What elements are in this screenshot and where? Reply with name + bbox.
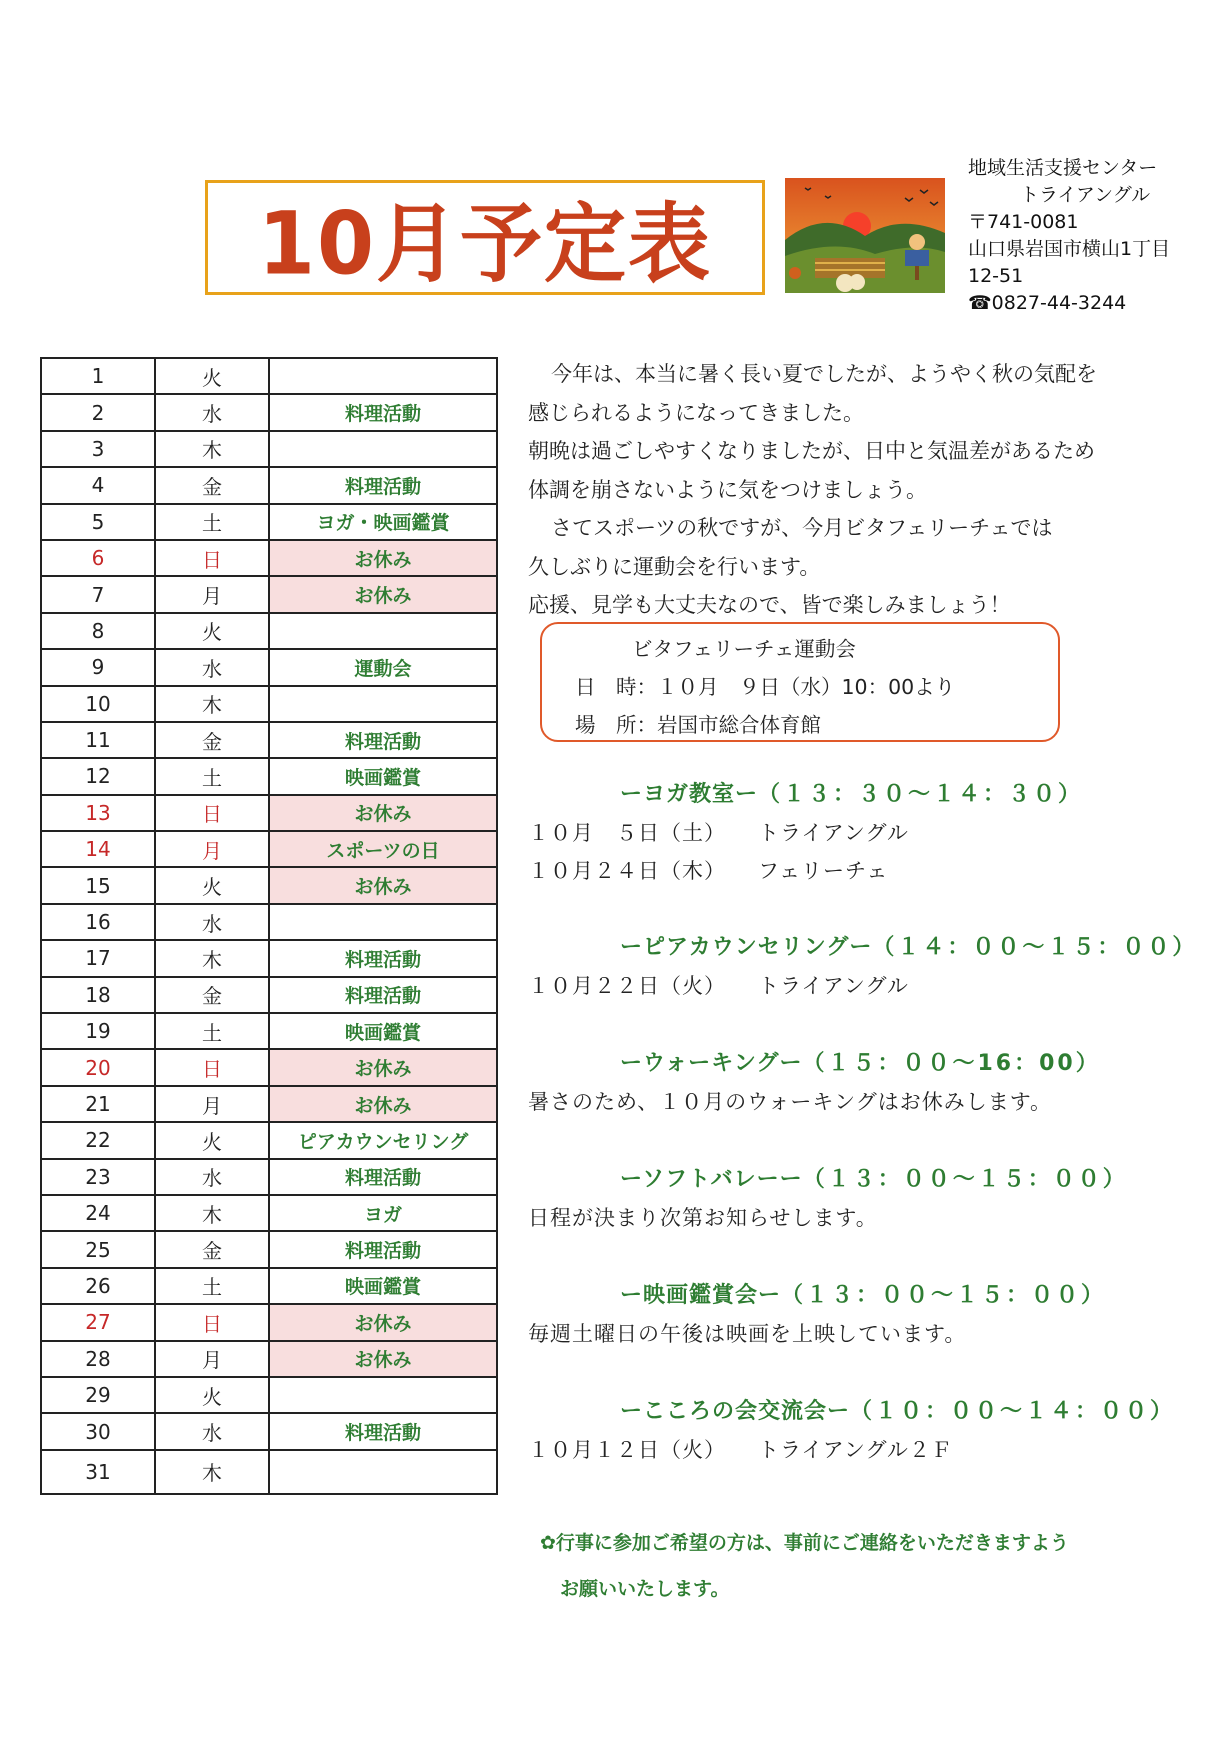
softvolley-section <box>528 1161 1208 1237</box>
calendar-row <box>41 540 497 576</box>
calendar-weekday: 日 <box>155 1049 269 1085</box>
calendar-day: 28 <box>41 1341 155 1377</box>
note-line: ✿行事に参加ご希望の方は、事前にご連絡をいただきますよう <box>540 1532 1069 1554</box>
calendar-row <box>41 795 497 831</box>
calendar-event: お休み <box>269 1049 497 1085</box>
org-postal: 〒741-0081 <box>968 211 1079 233</box>
calendar-day: 16 <box>41 904 155 940</box>
calendar-weekday: 土 <box>155 758 269 794</box>
calendar-day: 3 <box>41 431 155 467</box>
calendar-weekday: 水 <box>155 1159 269 1195</box>
calendar-row <box>41 649 497 685</box>
calendar-weekday: 木 <box>155 940 269 976</box>
calendar-row <box>41 722 497 758</box>
calendar-day: 13 <box>41 795 155 831</box>
calendar-row <box>41 940 497 976</box>
yoga-schedule-line: １０月２４日（木） フェリーチェ <box>528 859 889 883</box>
calendar-event: 料理活動 <box>269 394 497 430</box>
calendar-day: 12 <box>41 758 155 794</box>
calendar-event: お休み <box>269 576 497 612</box>
intro-line: さてスポーツの秋ですが、今月ビタフェリーチェでは <box>551 516 1053 540</box>
calendar-event: 映画鑑賞 <box>269 1013 497 1049</box>
calendar-weekday: 火 <box>155 358 269 394</box>
intro-line: 応援、見学も大丈夫なので、皆で楽しみましょう！ <box>528 593 1011 617</box>
calendar-event: 運動会 <box>269 649 497 685</box>
calendar-day: 4 <box>41 467 155 503</box>
calendar-weekday: 月 <box>155 1086 269 1122</box>
calendar-day: 19 <box>41 1013 155 1049</box>
calendar-event: お休み <box>269 867 497 903</box>
yoga-section <box>528 776 1208 890</box>
intro-text <box>528 355 1168 625</box>
org-phone: ☎0827-44-3244 <box>968 292 1127 314</box>
kokoro-line: １０月１２日（火） トライアングル２Ｆ <box>528 1438 953 1462</box>
calendar-weekday: 木 <box>155 1195 269 1231</box>
calendar-event: お休み <box>269 1304 497 1340</box>
calendar-weekday: 木 <box>155 431 269 467</box>
calendar-day: 9 <box>41 649 155 685</box>
calendar-day: 26 <box>41 1268 155 1304</box>
calendar-weekday: 火 <box>155 1377 269 1413</box>
softvolley-text: 日程が決まり次第お知らせします。 <box>528 1206 878 1230</box>
calendar-row <box>41 1341 497 1377</box>
calendar-day: 20 <box>41 1049 155 1085</box>
calendar-row <box>41 977 497 1013</box>
calendar-weekday: 土 <box>155 1268 269 1304</box>
sports-day-place: 場 所：岩国市総合体育館 <box>575 713 821 737</box>
calendar-event: 映画鑑賞 <box>269 1268 497 1304</box>
calendar-event: 料理活動 <box>269 722 497 758</box>
calendar-event: 料理活動 <box>269 1159 497 1195</box>
calendar-weekday: 土 <box>155 504 269 540</box>
calendar-event: スポーツの日 <box>269 831 497 867</box>
yoga-schedule-line: １０月 ５日（土） トライアングル <box>528 821 909 845</box>
calendar-row <box>41 1013 497 1049</box>
org-name: 地域生活支援センター <box>968 157 1158 179</box>
calendar-day: 30 <box>41 1413 155 1449</box>
calendar-day: 7 <box>41 576 155 612</box>
calendar-day: 5 <box>41 504 155 540</box>
calendar-row <box>41 1086 497 1122</box>
october-calendar-table <box>40 357 498 1495</box>
calendar-event: 料理活動 <box>269 1413 497 1449</box>
org-address-number: 12-51 <box>968 265 1024 287</box>
kokoro-section <box>528 1393 1208 1469</box>
calendar-row <box>41 504 497 540</box>
calendar-row <box>41 1377 497 1413</box>
note-line: お願いいたします。 <box>560 1578 730 1600</box>
calendar-event <box>269 613 497 649</box>
calendar-day: 21 <box>41 1086 155 1122</box>
calendar-weekday: 月 <box>155 576 269 612</box>
calendar-event: 料理活動 <box>269 977 497 1013</box>
calendar-day: 18 <box>41 977 155 1013</box>
peer-counseling-heading: ーピアカウンセリングー（１４：００～１５：００） <box>620 935 1198 960</box>
calendar-event: 料理活動 <box>269 467 497 503</box>
intro-line: 朝晩は過ごしやすくなりましたが、日中と気温差があるため <box>528 439 1095 463</box>
calendar-row <box>41 358 497 394</box>
walking-section <box>528 1045 1208 1121</box>
calendar-row <box>41 1413 497 1449</box>
calendar-day: 11 <box>41 722 155 758</box>
calendar-event: ヨガ <box>269 1195 497 1231</box>
calendar-day: 2 <box>41 394 155 430</box>
intro-line: 今年は、本当に暑く長い夏でしたが、ようやく秋の気配を <box>551 362 1097 386</box>
calendar-day: 31 <box>41 1450 155 1494</box>
calendar-day: 24 <box>41 1195 155 1231</box>
calendar-row <box>41 1049 497 1085</box>
sports-day-datetime: 日 時：１０月 ９日（水）10：00より <box>575 675 956 699</box>
calendar-event <box>269 1450 497 1494</box>
calendar-event: お休み <box>269 1341 497 1377</box>
calendar-event: ヨガ・映画鑑賞 <box>269 504 497 540</box>
calendar-day: 8 <box>41 613 155 649</box>
calendar-row <box>41 1195 497 1231</box>
calendar-row <box>41 1268 497 1304</box>
peer-counseling-section <box>528 929 1208 1005</box>
kokoro-heading: ーこころの会交流会ー（１０：００～１４：００） <box>620 1399 1176 1424</box>
calendar-row <box>41 831 497 867</box>
calendar-weekday: 木 <box>155 1450 269 1494</box>
calendar-day: 22 <box>41 1122 155 1158</box>
calendar-weekday: 火 <box>155 1122 269 1158</box>
sports-day-title: ビタフェリーチェ運動会 <box>632 637 856 661</box>
calendar-event: お休み <box>269 1086 497 1122</box>
softvolley-heading: ーソフトバレーー（１３：００～１５：００） <box>620 1167 1128 1192</box>
calendar-day: 14 <box>41 831 155 867</box>
calendar-event <box>269 904 497 940</box>
calendar-row <box>41 758 497 794</box>
calendar-day: 25 <box>41 1231 155 1267</box>
calendar-day: 17 <box>41 940 155 976</box>
yoga-heading: ーヨガ教室ー（１３：３０～１４：３０） <box>620 782 1084 807</box>
participation-note <box>540 1520 1069 1612</box>
calendar-row <box>41 394 497 430</box>
calendar-event <box>269 686 497 722</box>
calendar-event <box>269 358 497 394</box>
calendar-day: 15 <box>41 867 155 903</box>
calendar-row <box>41 1450 497 1494</box>
calendar-weekday: 金 <box>155 977 269 1013</box>
peer-counseling-line: １０月２２日（火） トライアングル <box>528 974 909 998</box>
calendar-weekday: 水 <box>155 904 269 940</box>
calendar-event: ピアカウンセリング <box>269 1122 497 1158</box>
calendar-row <box>41 1159 497 1195</box>
calendar-weekday: 日 <box>155 795 269 831</box>
calendar-row <box>41 904 497 940</box>
calendar-day: 29 <box>41 1377 155 1413</box>
calendar-event: 料理活動 <box>269 940 497 976</box>
walking-text: 暑さのため、１０月のウォーキングはお休みします。 <box>528 1090 1053 1114</box>
calendar-row <box>41 467 497 503</box>
calendar-event: 料理活動 <box>269 1231 497 1267</box>
calendar-row <box>41 1304 497 1340</box>
movie-heading: ー映画鑑賞会ー（１３：００～１５：００） <box>620 1283 1107 1308</box>
calendar-weekday: 水 <box>155 394 269 430</box>
sports-day-box <box>540 622 1060 742</box>
walking-heading: ーウォーキングー（１５：００～16：00） <box>620 1051 1101 1076</box>
calendar-weekday: 金 <box>155 1231 269 1267</box>
calendar-row <box>41 576 497 612</box>
calendar-row <box>41 686 497 722</box>
autumn-scene-illustration <box>785 178 945 293</box>
intro-line: 体調を崩さないように気をつけましょう。 <box>528 477 927 502</box>
calendar-day: 10 <box>41 686 155 722</box>
calendar-weekday: 日 <box>155 1304 269 1340</box>
calendar-row <box>41 613 497 649</box>
calendar-row <box>41 867 497 903</box>
calendar-weekday: 土 <box>155 1013 269 1049</box>
calendar-weekday: 金 <box>155 467 269 503</box>
calendar-weekday: 水 <box>155 649 269 685</box>
calendar-day: 1 <box>41 358 155 394</box>
calendar-event: お休み <box>269 795 497 831</box>
calendar-row <box>41 431 497 467</box>
calendar-day: 6 <box>41 540 155 576</box>
org-address: 山口県岩国市横山1丁目 <box>968 238 1171 260</box>
movie-section <box>528 1277 1208 1353</box>
calendar-day: 23 <box>41 1159 155 1195</box>
page-title: 10月予定表 <box>257 194 713 295</box>
calendar-event: 映画鑑賞 <box>269 758 497 794</box>
calendar-weekday: 木 <box>155 686 269 722</box>
movie-text: 毎週土曜日の午後は映画を上映しています。 <box>528 1322 967 1346</box>
calendar-event <box>269 1377 497 1413</box>
calendar-weekday: 月 <box>155 1341 269 1377</box>
calendar-weekday: 火 <box>155 613 269 649</box>
calendar-event: お休み <box>269 540 497 576</box>
calendar-event <box>269 431 497 467</box>
calendar-weekday: 水 <box>155 1413 269 1449</box>
calendar-weekday: 日 <box>155 540 269 576</box>
calendar-weekday: 火 <box>155 867 269 903</box>
intro-line: 感じられるようになってきました。 <box>528 400 864 425</box>
calendar-row <box>41 1122 497 1158</box>
calendar-weekday: 金 <box>155 722 269 758</box>
calendar-weekday: 月 <box>155 831 269 867</box>
calendar-row <box>41 1231 497 1267</box>
calendar-day: 27 <box>41 1304 155 1340</box>
organization-info <box>968 155 1170 317</box>
org-subname: トライアングル <box>1020 184 1151 206</box>
intro-line: 久しぶりに運動会を行います。 <box>528 554 821 579</box>
title-box <box>205 180 765 295</box>
